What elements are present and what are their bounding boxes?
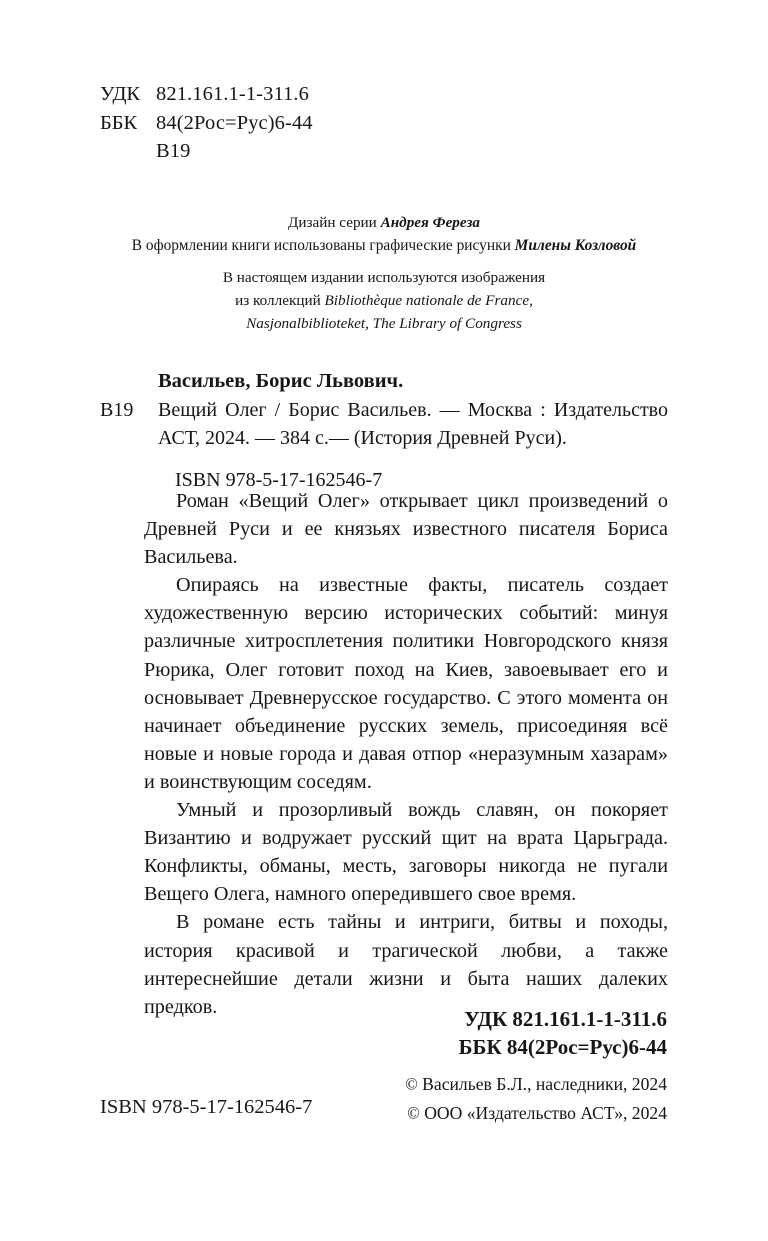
udk-row	[100, 80, 313, 109]
series-design-name: Андрея Фереза	[380, 214, 480, 231]
copyright-symbol-icon: ©	[405, 1074, 418, 1094]
shelf-mark-value: В19	[156, 140, 191, 162]
artwork-credit-prefix: В оформлении книги использованы графические рисунки	[131, 236, 515, 254]
images-source-prefix: из коллекций	[235, 291, 325, 309]
series-design-prefix: Дизайн серии	[288, 214, 381, 231]
bbk-value: 84(2Рос=Рус)6-44	[156, 111, 313, 134]
copyright-block	[405, 1070, 667, 1127]
images-source-line-1: В настоящем издании используются изображения	[222, 268, 546, 286]
bib-isbn: ISBN 978-5-17-162546-7	[175, 469, 383, 491]
series-design-line	[60, 212, 708, 235]
udk-label: УДК	[100, 83, 141, 105]
images-source-line-2	[60, 289, 708, 312]
shelf-mark-spacer	[100, 137, 156, 166]
annotation-paragraph: В романе есть тайны и интриги, битвы и походы, история красивой и трагической любви, а также интереснейшие детали жизни и быта наших далеких предков.	[144, 911, 668, 1018]
copyright-symbol-icon: ©	[407, 1103, 420, 1122]
footer-bbk: ББК 84(2Рос=Рус)6-44	[458, 1035, 667, 1059]
images-source-collection-1: Bibliothèque nationale de France,	[324, 291, 533, 309]
images-source-line-3: Nasjonalbiblioteket, The Library of Congress	[246, 314, 522, 332]
copyright-author-text: Васильев Б.Л., наследники, 2024	[422, 1074, 667, 1094]
copyright-line-author	[405, 1070, 667, 1099]
bbk-label: ББК	[100, 111, 138, 134]
bib-author: Васильев, Борис Львович.	[158, 370, 404, 392]
classification-codes-block	[100, 80, 313, 166]
annotation-paragraph: Опираясь на известные факты, писатель создает художественную версию исторических событий: минуя различные хитросплетения политики Новгородского князя Рюрика, Олег готовит поход на Киев, завоевывает его и основывает Древнерусское государство. С этого момента он начинает объединение русских земель, присоединяя всё новые и новые города и давая отпор «неразумным хазарам» и воинствующим соседям.	[144, 574, 668, 793]
footer-classification-codes	[459, 1005, 667, 1061]
udk-value: 821.161.1-1-311.6	[156, 83, 309, 105]
bib-description-wrapper	[100, 396, 670, 452]
bib-description: Вещий Олег / Борис Васильев. — Москва : Издательство АСТ, 2024. — 384 с.— (История Древней Руси).	[158, 399, 668, 449]
annotation-paragraph: Умный и прозорливый вождь славян, он покоряет Византию и водружает русский щит на врата Царьграда. Конфликты, обманы, месть, заговоры никогда не пугали Вещего Олега, намного опередившего свое время.	[144, 799, 668, 906]
annotation-paragraph: Роман «Вещий Олег» открывает цикл произведений о Древней Руси и ее князьях известного писателя Бориса Васильева.	[144, 490, 668, 569]
bibliographic-record	[100, 368, 670, 494]
annotation-block	[144, 487, 668, 1021]
footer-isbn: ISBN 978-5-17-162546-7	[100, 1096, 313, 1118]
credits-block	[60, 212, 708, 335]
credits-spacer	[60, 258, 708, 266]
bbk-row	[100, 109, 313, 138]
footer-udk: УДК 821.161.1-1-311.6	[464, 1007, 667, 1031]
copyright-line-publisher	[405, 1099, 667, 1128]
copyright-publisher-text: ООО «Издательство АСТ», 2024	[424, 1102, 667, 1123]
artwork-credit-name: Милены Козловой	[514, 236, 637, 254]
bib-shelf-mark: В19	[100, 399, 134, 421]
artwork-credit-line	[60, 235, 708, 258]
shelf-mark-row	[100, 137, 313, 166]
